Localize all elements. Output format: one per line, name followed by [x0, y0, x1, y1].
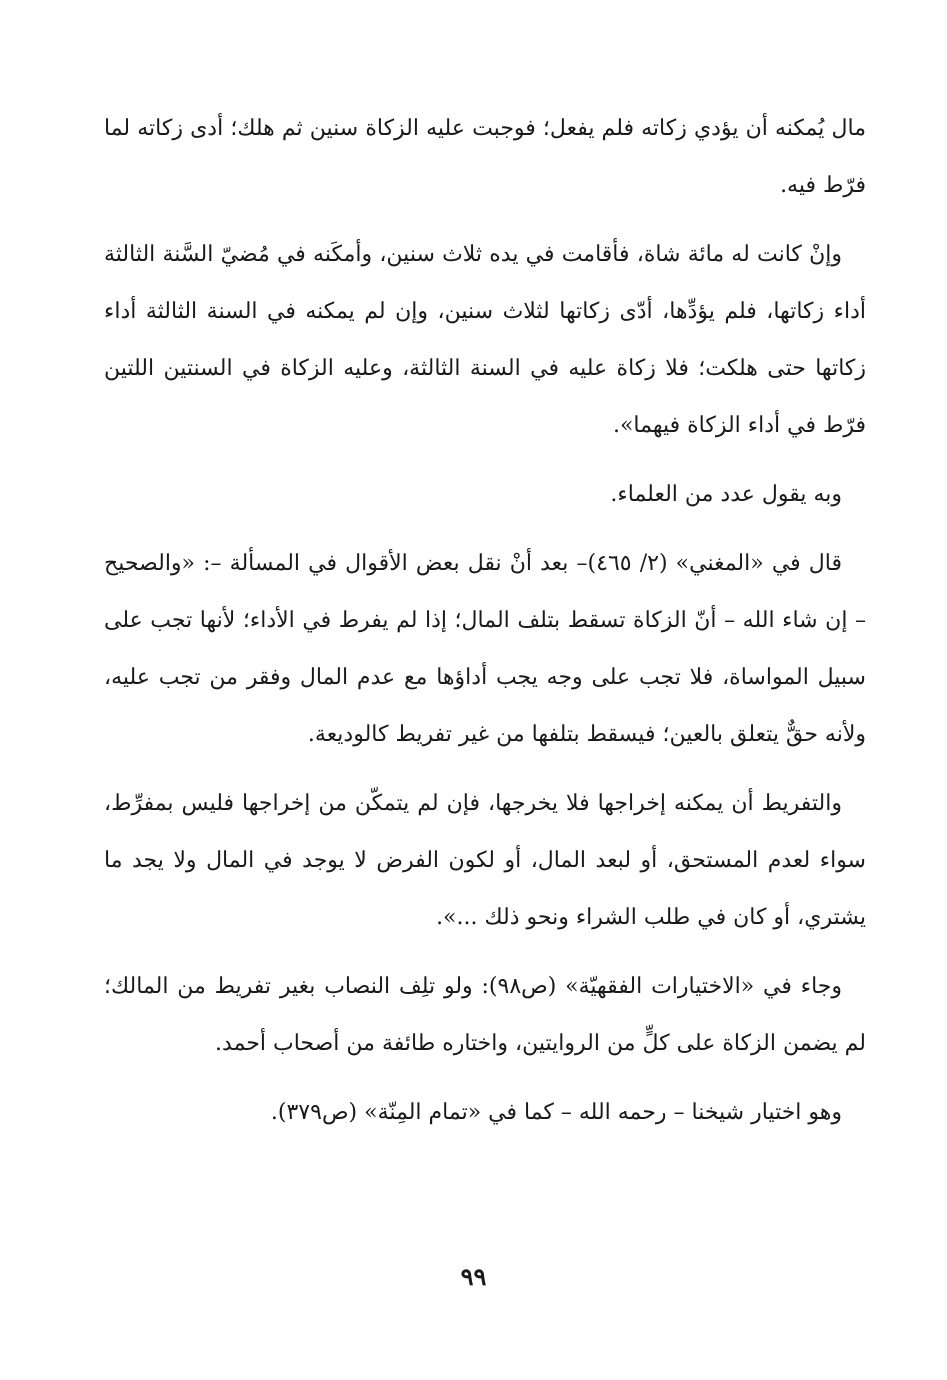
paragraph-negligence: والتفريط أن يمكنه إخراجها فلا يخرجها، فإن لم يتمكّن من إخراجها فليس بمفرِّط، سواء لعدم المستحق، أو لبعد المال، أو لكون الفرض لا يوجد في المال ولا يجد ما يشتري، أو كان في طلب الشراء ونحو ذلك ...».: [104, 791, 866, 930]
page-body: [104, 100, 866, 1153]
paragraph-sheikh-choice: وهو اختيار شيخنا – رحمه الله – كما في «تمام المِنّة» (ص٣٧٩).: [270, 1100, 842, 1125]
paragraph-mughni-quote: قال في «المغني» (٢/ ٤٦٥)– بعد أنْ نقل بعض الأقوال في المسألة –: «والصحيح – إن شاء الله – أنّ الزكاة تسقط بتلف المال؛ إذا لم يفرط في الأداء؛ لأنها تجب على سبيل المواساة، فلا تجب على وجه يجب أداؤها مع عدم المال وفقر من تجب عليه، ولأنه حقٌّ يتعلق بالعين؛ فيسقط بتلفها من غير تفريط كالوديعة.: [104, 551, 866, 747]
paragraph-scholars: وبه يقول عدد من العلماء.: [610, 482, 842, 507]
page-number: ٩٩: [460, 1262, 487, 1291]
paragraph-ikhtiyarat: وجاء في «الاختيارات الفقهيّة» (ص٩٨): ولو تلِف النصاب بغير تفريط من المالك؛ لم يضمن الزكاة على كلٍّ من الروايتين، واختاره طائفة من أصحاب أحمد.: [104, 974, 866, 1056]
paragraph-sheep-example: وإنْ كانت له مائة شاة، فأقامت في يده ثلاث سنين، وأمكَنه في مُضيّ السَّنة الثالثة أداء زكاتها، فلم يؤدِّها، أدّى زكاتها لثلاث سنين، وإن لم يمكنه في السنة الثالثة أداء زكاتها حتى هلكت؛ فلا زكاة عليه في السنة الثالثة، وعليه الزكاة في السنتين اللتين فرّط في أداء الزكاة فيهما».: [104, 242, 866, 438]
paragraph-continuation: مال يُمكنه أن يؤدي زكاته فلم يفعل؛ فوجبت عليه الزكاة سنين ثم هلك؛ أدى زكاته لما فرّط فيه.: [104, 116, 866, 198]
